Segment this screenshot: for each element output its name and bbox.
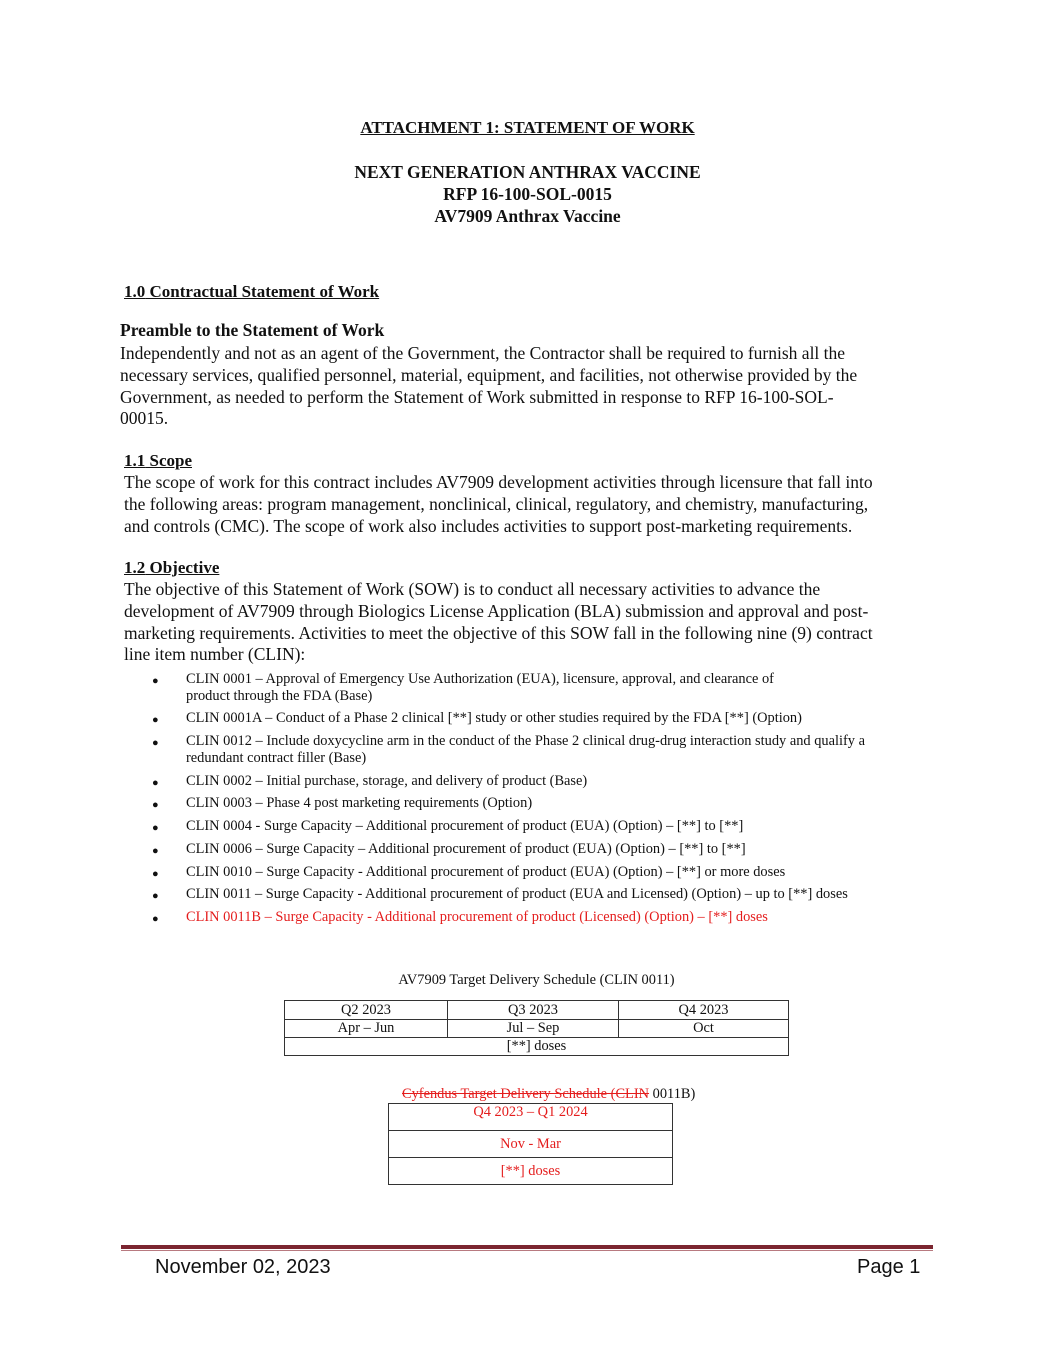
- section-title: Contractual Statement of Work: [149, 282, 380, 301]
- bullet-icon: ●: [152, 890, 159, 903]
- bullet-icon: ●: [152, 822, 159, 835]
- objective-line: development of AV7909 through Biologics License Application (BLA) submission and approval and post-: [124, 600, 869, 621]
- document-subtitle: [0, 161, 1055, 227]
- preamble-line: necessary services, qualified personnel, material, equipment, and facilities, not otherwise provided by the: [120, 364, 858, 385]
- clin-item: ● CLIN 0011 – Surge Capacity - Additional procurement of product (EUA and Licensed) (Option) – up to [**] doses: [186, 886, 946, 903]
- attachment-title: ATTACHMENT 1: STATEMENT OF WORK: [360, 118, 695, 137]
- section-title: Objective: [149, 558, 220, 577]
- objective-line: line item number (CLIN):: [124, 644, 306, 665]
- footer-rule: [121, 1245, 933, 1249]
- table-row: [285, 1020, 789, 1038]
- table-cell: [**] doses: [285, 1038, 789, 1056]
- delivery-schedule-table: [284, 1000, 789, 1056]
- table-cell: Q2 2023: [285, 1001, 448, 1020]
- table-row: [285, 1001, 789, 1020]
- table-row: [285, 1038, 789, 1056]
- scope-line: and controls (CMC). The scope of work also includes activities to support post-marketing requirements.: [124, 515, 853, 536]
- preamble-body: [120, 343, 857, 430]
- section-title: Scope: [149, 451, 192, 470]
- clin-item-highlighted: ● CLIN 0011B – Surge Capacity - Additional procurement of product (Licensed) (Option) – [**] doses: [186, 909, 946, 926]
- table-row: [389, 1104, 673, 1131]
- preamble-line: Government, as needed to perform the Statement of Work submitted in response to RFP 16-100-SOL-: [120, 386, 834, 407]
- clin-item: ● CLIN 0001A – Conduct of a Phase 2 clinical [**] study or other studies required by the FDA [**] (Option): [186, 710, 946, 727]
- subtitle-line: NEXT GENERATION ANTHRAX VACCINE: [354, 162, 701, 182]
- clin-list: [152, 671, 946, 932]
- preamble-heading: Preamble to the Statement of Work: [120, 320, 385, 340]
- preamble-line: Independently and not as an agent of the Government, the Contractor shall be required to furnish all the: [120, 343, 846, 363]
- section-1-1-heading: [124, 451, 192, 471]
- bullet-icon: ●: [152, 714, 159, 727]
- subtitle-line: RFP 16-100-SOL-0015: [443, 184, 612, 204]
- scope-line: the following areas: program management, nonclinical, clinical, regulatory, and chemistry, manufacturing,: [124, 493, 869, 514]
- table-cell: Nov - Mar: [389, 1131, 673, 1158]
- clin-item: ● CLIN 0006 – Surge Capacity – Additional procurement of product (EUA) (Option) – [**] to [**]: [186, 841, 946, 858]
- table2-caption: [402, 1086, 695, 1103]
- cyfendus-schedule-table: [388, 1103, 673, 1185]
- bullet-icon: ●: [152, 913, 159, 926]
- bullet-icon: ●: [152, 867, 159, 880]
- page-number: Page 1: [857, 1256, 921, 1278]
- bullet-icon: ●: [152, 737, 159, 750]
- bullet-icon: ●: [152, 844, 159, 857]
- clin-item: ● CLIN 0012 – Include doxycycline arm in the conduct of the Phase 2 clinical drug-drug interaction study and qualify a redundant contract filler (Base): [152, 733, 865, 766]
- objective-line: marketing requirements. Activities to meet the objective of this SOW fall in the following nine (9) contract: [124, 622, 873, 643]
- caption-black-part: 0011B): [649, 1086, 696, 1102]
- bullet-icon: ●: [152, 799, 159, 812]
- section-number: 1.1: [124, 451, 146, 470]
- table-cell: Apr – Jun: [285, 1020, 448, 1038]
- section-1-0-heading: [124, 282, 379, 302]
- footer-date: November 02, 2023: [155, 1256, 331, 1278]
- table-row: [389, 1158, 673, 1185]
- table1-caption: AV7909 Target Delivery Schedule (CLIN 0011): [398, 972, 675, 988]
- section-number: 1.0: [124, 282, 146, 301]
- caption-red-part: Cyfendus Target Delivery Schedule (CLIN: [402, 1086, 650, 1102]
- bullet-icon: ●: [152, 675, 159, 687]
- table-row: [389, 1131, 673, 1158]
- clin-item: ● CLIN 0001 – Approval of Emergency Use Authorization (EUA), licensure, approval, and clearance of product through the FDA (Base): [152, 671, 774, 704]
- section-1-2-heading: [124, 558, 219, 578]
- clin-item: ● CLIN 0003 – Phase 4 post marketing requirements (Option): [186, 795, 946, 812]
- table-cell: Q4 2023: [619, 1001, 789, 1020]
- clin-item: ● CLIN 0004 - Surge Capacity – Additional procurement of product (EUA) (Option) – [**] to [**]: [186, 818, 946, 835]
- subtitle-line: AV7909 Anthrax Vaccine: [434, 206, 621, 226]
- table-cell: [**] doses: [389, 1158, 673, 1185]
- scope-line: The scope of work for this contract includes AV7909 development activities through licensure that fall into: [124, 472, 873, 492]
- table-cell: Q3 2023: [448, 1001, 619, 1020]
- objective-line: The objective of this Statement of Work (SOW) is to conduct all necessary activities to advance the: [124, 579, 821, 599]
- footer-rule-thin: [121, 1250, 933, 1251]
- objective-body: [124, 579, 873, 666]
- table-cell: Jul – Sep: [448, 1020, 619, 1038]
- table-cell: Q4 2023 – Q1 2024: [389, 1104, 673, 1131]
- preamble-line: 00015.: [120, 408, 169, 429]
- bullet-icon: ●: [152, 776, 159, 789]
- clin-item: ● CLIN 0010 – Surge Capacity - Additional procurement of product (EUA) (Option) – [**] or more doses: [186, 864, 946, 881]
- scope-body: [124, 472, 873, 537]
- clin-item: ● CLIN 0002 – Initial purchase, storage, and delivery of product (Base): [186, 773, 946, 790]
- table-cell: Oct: [619, 1020, 789, 1038]
- section-number: 1.2: [124, 558, 146, 577]
